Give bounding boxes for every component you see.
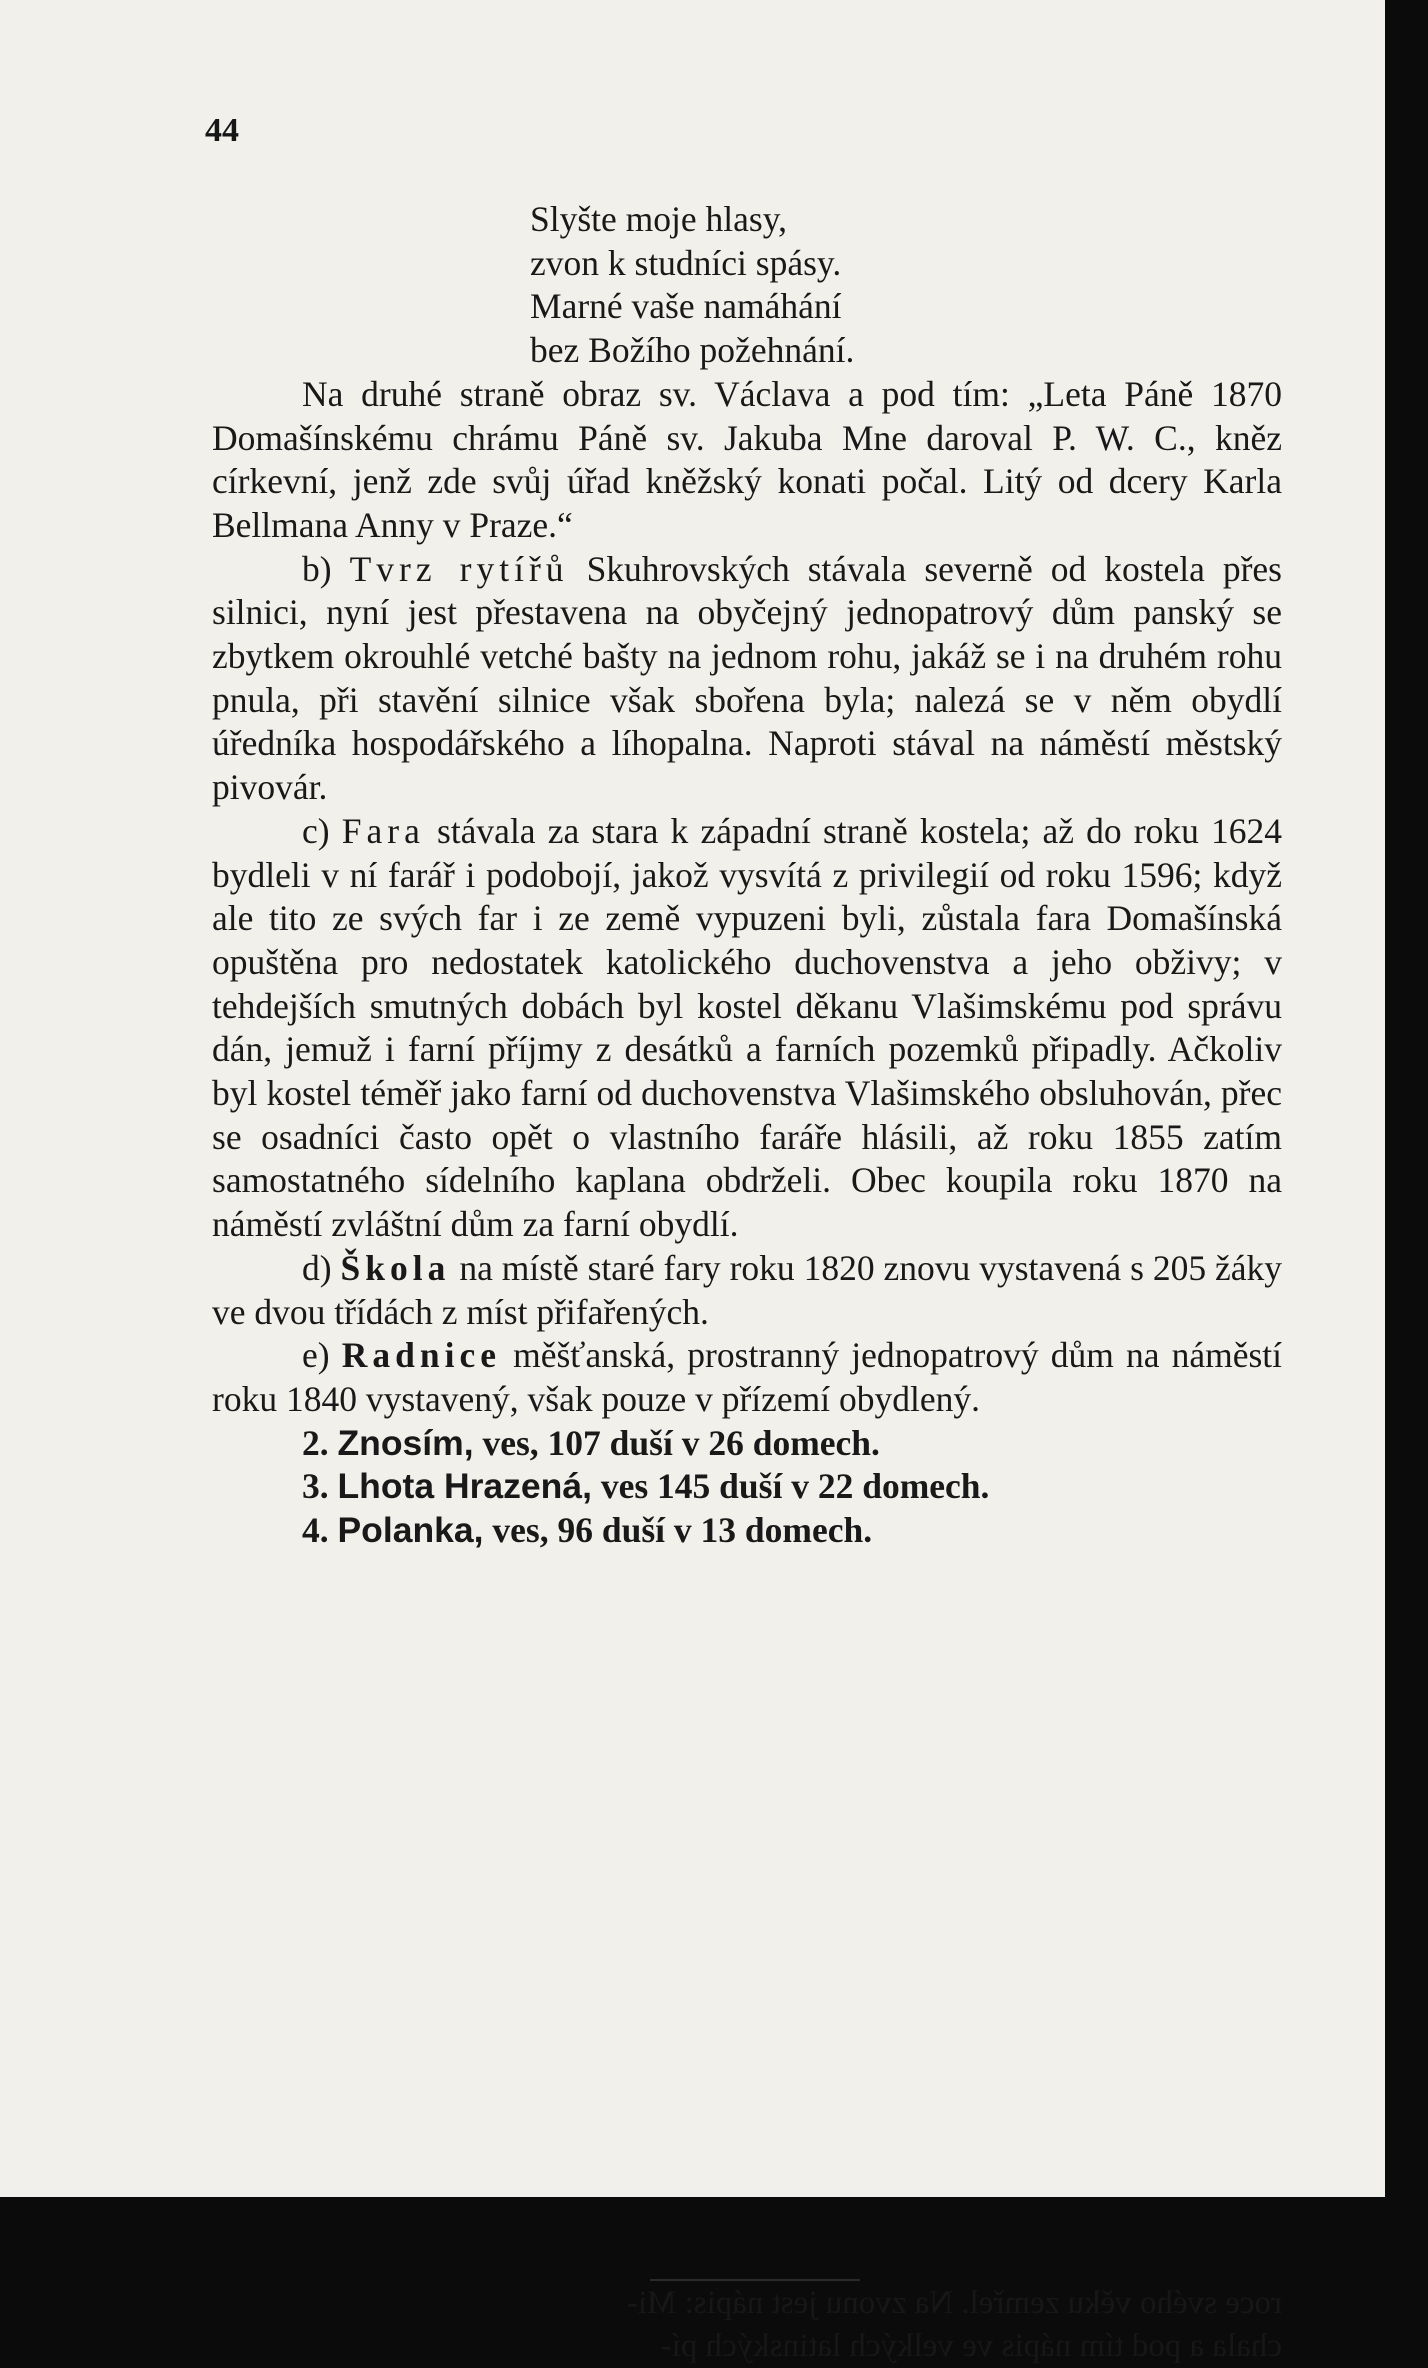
- village-number: 4.: [302, 1510, 329, 1551]
- paragraph-town-hall: [212, 1334, 1282, 1421]
- section-text-fortress: Skuhrovských stávala severně od kostela přes silnici, nyní jest přestavena na obyčejný jednopatrový dům panský se zbytkem okrouhlé vetché bašty na jednom rohu, jakáž se i na druhém rohu pnula, při stavění silnice však sbořena byla; nalezá se v něm obydlí úředníka hospodářského a líhopalna. Naproti stával na náměstí městský pivovár.: [212, 548, 1283, 808]
- village-description: ves 145 duší v 22 domech.: [600, 1466, 990, 1507]
- village-description: ves, 96 duší v 13 domech.: [492, 1510, 873, 1551]
- village-entry: [212, 1465, 1282, 1509]
- section-text-town-hall: měšťanská, prostranný jednopatrový dům na náměstí roku 1840 vystavený, však pouze v přízemí obydlený.: [212, 1335, 1283, 1419]
- section-heading-school: Škola: [340, 1247, 451, 1288]
- section-end-rule: [650, 2279, 860, 2281]
- paragraph-school: [212, 1247, 1282, 1334]
- paragraph-fortress: [212, 548, 1282, 810]
- section-text-school: na místě staré fary roku 1820 znovu vystavená s 205 žáky ve dvou třídách z míst přifařených.: [212, 1247, 1283, 1332]
- bleed-through-line: roce svého věku zemřel. Na zvonu jest nápis: Mi-: [626, 2285, 1282, 2321]
- village-number: 2.: [302, 1422, 329, 1463]
- bleed-through-text: [212, 2282, 1282, 2368]
- poem-line: zvon k studníci spásy.: [530, 242, 842, 283]
- section-heading-town-hall: Radnice: [341, 1335, 501, 1376]
- bell-inscription-poem: [212, 198, 1282, 373]
- poem-line: Slyšte moje hlasy,: [530, 199, 788, 239]
- village-name: Polanka,: [337, 1510, 484, 1551]
- paragraph-rectory: [212, 810, 1282, 1247]
- paragraph-bell-inscription: Na druhé straně obraz sv. Václava a pod tím: „Leta Páně 1870 Domašínskému chrámu Páně sv. Jakuba Mne daroval P. W. C., kněz církevní, jenž zde svůj úřad kněžský konati počal. Litý od dcery Karla Bellmana Anny v Praze.“: [212, 373, 1282, 545]
- village-name: Znosím,: [337, 1422, 474, 1463]
- section-text-rectory: stávala za stara k západní straně kostela; až do roku 1624 bydleli v ní farář i podobojí, jakož vysvítá z privilegií od roku 1596; když ale tito ze svých far i ze země vypuzeni byli, zůstala fara Domašínská opuštěna pro nedostatek katolického duchovenstva a jeho obživy; v tehdejších smutných dobách byl kostel děkanu Vlašimskému pod správu dán, jemuž i farní příjmy z desátků a farních pozemků připadly. Ačkoliv byl kostel téměř jako farní od duchovenstva Vlašimského obsluhován, přec se osadníci často opět o vlastního faráře hlásili, až roku 1855 zatím samostatného sídelního kaplana obdrželi. Obec koupila roku 1870 na náměstí zvláštní dům za farní obydlí.: [212, 810, 1282, 1245]
- village-entry: [212, 1509, 1282, 1553]
- village-number: 3.: [302, 1466, 329, 1507]
- section-heading-rectory: Fara: [341, 810, 425, 851]
- poem-line: Marné vaše namáhání: [530, 286, 842, 327]
- bleed-through-line: chala a pod tím nápis ve velkých latinských pí-: [660, 2328, 1282, 2364]
- section-label-b: b): [302, 548, 332, 589]
- section-heading-fortress: Tvrz rytířů: [349, 548, 569, 589]
- section-label-c: c): [302, 810, 330, 851]
- village-entry: [212, 1422, 1282, 1466]
- page-number: 44: [205, 112, 239, 149]
- section-label-d: d): [302, 1247, 332, 1288]
- poem-line: bez Božího požehnání.: [530, 330, 855, 371]
- page-text: [212, 198, 1282, 1553]
- section-label-e: e): [302, 1335, 330, 1376]
- village-name: Lhota Hrazená,: [337, 1466, 592, 1507]
- village-description: ves, 107 duší v 26 domech.: [482, 1422, 880, 1463]
